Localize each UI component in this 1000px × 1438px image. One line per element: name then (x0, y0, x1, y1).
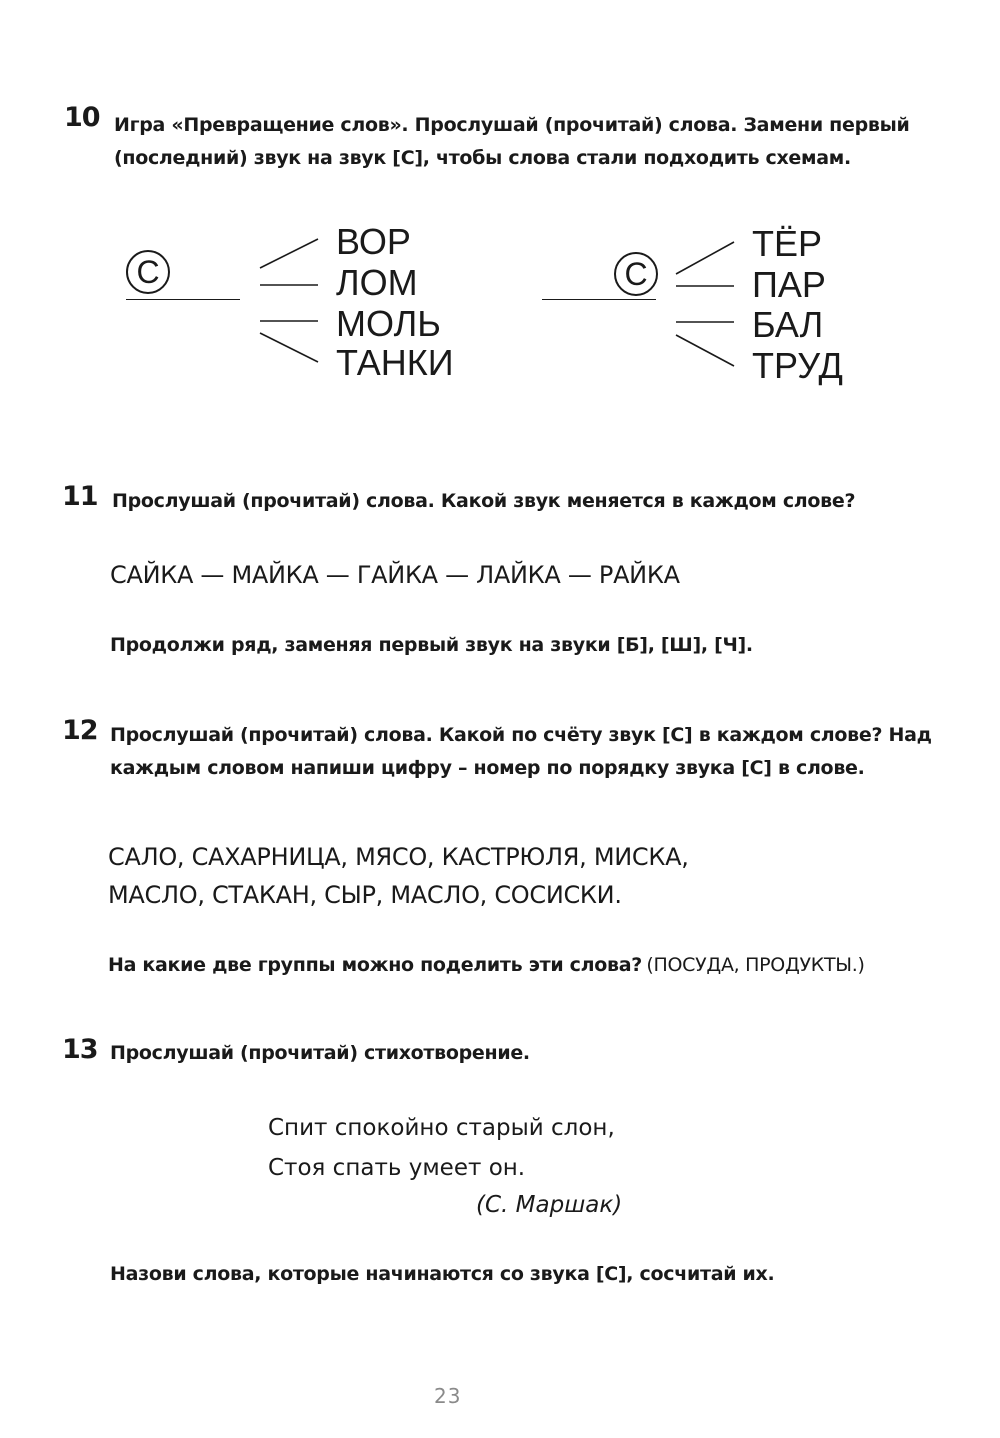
answer-line-right (542, 299, 656, 300)
task-13-number: 13 (62, 1034, 98, 1065)
task-11-word-row: САЙКА — МАЙКА — ГАЙКА — ЛАЙКА — РАЙКА (110, 561, 680, 589)
task-12-word-list (108, 838, 689, 914)
task-11-number: 11 (62, 481, 98, 512)
task-11-question: Прослушай (прочитай) слова. Какой звук меняется в каждом слове? (112, 490, 856, 512)
task-11-continue: Продолжи ряд, заменяя первый звук на звуки [Б], [Ш], [Ч]. (110, 634, 753, 656)
task-12-instruction (110, 719, 980, 785)
poem-line: Стоя спать умеет он. (268, 1155, 526, 1181)
connector-lines-left (256, 230, 326, 370)
page-number: 23 (434, 1384, 462, 1408)
answer-line-left (126, 299, 240, 300)
sound-circle-right: С (614, 252, 658, 296)
sound-circle-left: С (126, 250, 170, 294)
scheme-right-word: ПАР (752, 264, 826, 305)
poem-line: Спит спокойно старый слон, (268, 1115, 615, 1141)
task-12-line1: Прослушай (прочитай) слова. Какой по счёту звук [С] в каждом слове? Над (110, 724, 932, 746)
task-12-groups-question: На какие две группы можно поделить эти слова? (108, 954, 642, 976)
scheme-left-word: ВОР (336, 221, 411, 262)
scheme-right-word: БАЛ (752, 304, 824, 345)
task-10-line1: Игра «Превращение слов». Прослушай (прочитай) слова. Замени первый (114, 114, 910, 136)
task-12-groups (108, 949, 865, 982)
task-12-groups-answer: (ПОСУДА, ПРОДУКТЫ.) (646, 954, 865, 976)
task-12-words-line1: САЛО, САХАРНИЦА, МЯСО, КАСТРЮЛЯ, МИСКА, (108, 843, 689, 871)
task-13-question: Назови слова, которые начинаются со звука [С], сосчитай их. (110, 1263, 775, 1285)
task-10-number: 10 (64, 102, 100, 133)
scheme-right-word: ТРУД (752, 345, 843, 386)
scheme-left-word: ТАНКИ (336, 342, 454, 383)
task-13-instruction: Прослушай (прочитай) стихотворение. (110, 1042, 530, 1064)
poem-author: (С. Маршак) (476, 1192, 623, 1218)
task-10-instruction (114, 109, 974, 175)
scheme-left-word: ЛОМ (336, 262, 418, 303)
task-10-line2: (последний) звук на звук [С], чтобы слова стали подходить схемам. (114, 147, 851, 169)
poem (268, 1108, 615, 1188)
task-12-number: 12 (62, 715, 98, 746)
task-12-line2: каждым словом напиши цифру – номер по порядку звука [С] в слове. (110, 757, 865, 779)
scheme-left-word: МОЛЬ (336, 303, 441, 344)
scheme-right-word: ТЁР (752, 223, 823, 264)
task-12-words-line2: МАСЛО, СТАКАН, СЫР, МАСЛО, СОСИСКИ. (108, 881, 622, 909)
connector-lines-right (672, 230, 742, 372)
